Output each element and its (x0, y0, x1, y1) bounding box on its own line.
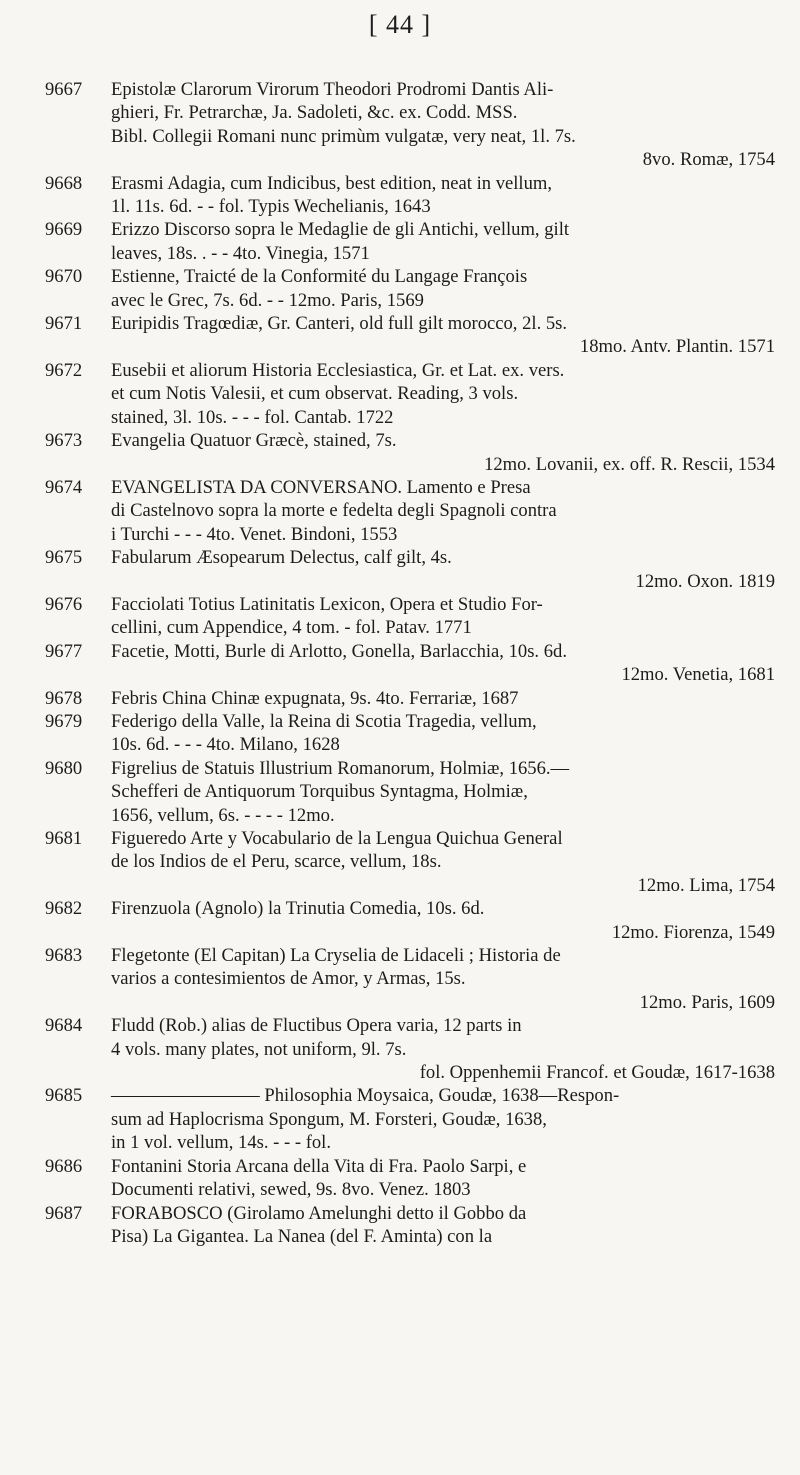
entry-number: 9669 (45, 219, 83, 241)
entry-text-line: Figrelius de Statuis Illustrium Romanorum, Holmiæ, 1656.— (111, 757, 570, 779)
catalogue-entry (45, 1014, 775, 1084)
entry-imprint-line: 10s. 6d. - - - 4to. Milano, 1628 (111, 734, 340, 756)
catalogue-entry (45, 1155, 775, 1202)
entry-text-line: varios a contesimientos de Amor, y Armas, 15s. (111, 968, 466, 990)
catalogue-entry (45, 359, 775, 429)
entry-imprint-line: 18mo. Antv. Plantin. 1571 (579, 336, 775, 358)
entry-imprint-line: 12mo. Fiorenza, 1549 (611, 921, 775, 943)
entry-number: 9672 (45, 359, 83, 381)
entry-imprint-line: leaves, 18s. . - - 4to. Vinegia, 1571 (111, 242, 370, 264)
entry-imprint-line: stained, 3l. 10s. - - - fol. Cantab. 1722 (111, 406, 394, 428)
entry-number: 9668 (45, 172, 83, 194)
entry-text-line: EVANGELISTA DA CONVERSANO. Lamento e Presa (111, 476, 531, 498)
entry-text-line: Federigo della Valle, la Reina di Scotia Tragedia, vellum, (111, 710, 537, 732)
entry-text-line: Fludd (Rob.) alias de Fluctibus Opera varia, 12 parts in (111, 1015, 522, 1037)
catalogue-entry (45, 476, 775, 546)
entry-imprint-line: 1656, vellum, 6s. - - - - 12mo. (111, 804, 335, 826)
entry-text-line: sum ad Haplocrisma Spongum, M. Forsteri, Goudæ, 1638, (111, 1108, 547, 1130)
catalogue-entry (45, 593, 775, 640)
entry-number: 9686 (45, 1155, 83, 1177)
entry-number: 9670 (45, 266, 83, 288)
entry-imprint-line: 12mo. Lovanii, ex. off. R. Rescii, 1534 (484, 453, 775, 475)
entry-text-line: Pisa) La Gigantea. La Nanea (del F. Aminta) con la (111, 1225, 493, 1247)
entry-number: 9675 (45, 547, 83, 569)
entry-number: 9685 (45, 1085, 83, 1107)
entry-text-line: Bibl. Collegii Romani nunc primùm vulgatæ, very neat, 1l. 7s. (111, 125, 576, 147)
page-number: [ 44 ] (368, 10, 432, 39)
entry-text-line: ———————— Philosophia Moysaica, Goudæ, 1638—Respon- (111, 1085, 620, 1107)
catalogue-entry (45, 78, 775, 172)
entry-text-line: Figueredo Arte y Vocabulario de la Lengua Quichua General (111, 828, 563, 849)
entry-text-line: ghieri, Fr. Petrarchæ, Ja. Sadoleti, &c. ex. Codd. MSS. (111, 102, 518, 124)
catalogue-entry (45, 757, 775, 827)
entry-text-line: Estienne, Traicté de la Conformité du Langage François (111, 266, 528, 288)
entry-text-line: Epistolæ Clarorum Virorum Theodori Prodromi Dantis Ali- (111, 79, 554, 100)
entry-text-line: Fabularum Æsopearum Delectus, calf gilt, 4s. (111, 547, 452, 569)
entry-number: 9677 (45, 640, 83, 662)
entry-text-line: 4 vols. many plates, not uniform, 9l. 7s. (111, 1038, 407, 1060)
entry-number: 9676 (45, 593, 83, 615)
entry-imprint-line: i Turchi - - - 4to. Venet. Bindoni, 1553 (111, 523, 398, 545)
entry-number: 9674 (45, 476, 83, 498)
catalogue-entry (45, 897, 775, 944)
entry-text-line: Evangelia Quatuor Græcè, stained, 7s. (111, 430, 397, 452)
entry-imprint-line: 12mo. Venetia, 1681 (621, 664, 775, 686)
entry-imprint-line: Febris China Chinæ expugnata, 9s. 4to. Ferrariæ, 1687 (111, 687, 519, 709)
entry-number: 9681 (45, 828, 83, 849)
catalogue-entry (45, 944, 775, 1014)
catalogue-entry (45, 1202, 775, 1249)
entry-number: 9678 (45, 687, 83, 709)
entry-imprint-line: 12mo. Oxon. 1819 (635, 570, 775, 592)
catalogue-entry (45, 172, 775, 219)
catalogue-entry (45, 429, 775, 476)
catalogue-entry (45, 640, 775, 687)
catalogue-entry (45, 218, 775, 265)
entry-text-line: Firenzuola (Agnolo) la Trinutia Comedia, 10s. 6d. (111, 898, 485, 920)
catalogue-entry (45, 710, 775, 757)
entry-imprint-line: fol. Oppenhemii Francof. et Goudæ, 1617-1638 (419, 1062, 775, 1084)
entry-text-line: Erasmi Adagia, cum Indicibus, best edition, neat in vellum, (111, 172, 552, 194)
entry-number: 9679 (45, 710, 83, 732)
entry-number: 9684 (45, 1015, 83, 1037)
entry-number: 9682 (45, 898, 83, 920)
entry-imprint-line: cellini, cum Appendice, 4 tom. - fol. Patav. 1771 (111, 617, 472, 639)
entry-text-line: Euripidis Tragœdiæ, Gr. Canteri, old full gilt morocco, 2l. 5s. (111, 313, 568, 335)
entry-text-line: Facciolati Totius Latinitatis Lexicon, Opera et Studio For- (111, 593, 543, 615)
entry-text-line: Erizzo Discorso sopra le Medaglie de gli Antichi, vellum, gilt (111, 219, 570, 241)
entry-text-line: di Castelnovo sopra la morte e fedelta degli Spagnoli contra (111, 500, 557, 522)
catalogue-entry (45, 312, 775, 359)
catalogue-list (45, 78, 775, 1248)
entry-text-line: Flegetonte (El Capitan) La Cryselia de Lidaceli ; Historia de (111, 945, 561, 967)
entry-text-line: Eusebii et aliorum Historia Ecclesiastica, Gr. et Lat. ex. vers. (111, 359, 565, 381)
entry-imprint-line: 12mo. Lima, 1754 (637, 874, 775, 896)
catalogue-entry (45, 687, 775, 710)
entry-number: 9680 (45, 757, 83, 779)
entry-number: 9671 (45, 313, 83, 335)
catalogue-entry (45, 265, 775, 312)
entry-text-line: Fontanini Storia Arcana della Vita di Fra. Paolo Sarpi, e (111, 1155, 527, 1177)
catalogue-entry (45, 827, 775, 897)
catalogue-entry (45, 1084, 775, 1154)
entry-number: 9683 (45, 945, 83, 967)
entry-number: 9667 (45, 79, 83, 100)
entry-imprint-line: avec le Grec, 7s. 6d. - - 12mo. Paris, 1569 (111, 289, 424, 311)
entry-text-line: de los Indios de el Peru, scarce, vellum, 18s. (111, 851, 442, 873)
entry-imprint-line: in 1 vol. vellum, 14s. - - - fol. (111, 1132, 332, 1154)
entry-text-line: et cum Notis Valesii, et cum observat. Reading, 3 vols. (111, 383, 519, 405)
entry-number: 9673 (45, 430, 83, 452)
entry-imprint-line: 12mo. Paris, 1609 (639, 991, 775, 1013)
entry-imprint-line: 1l. 11s. 6d. - - fol. Typis Wechelianis, 1643 (111, 196, 431, 218)
entry-imprint-line: 8vo. Romæ, 1754 (642, 149, 775, 171)
entry-number: 9687 (45, 1202, 83, 1224)
entry-text-line: Facetie, Motti, Burle di Arlotto, Gonella, Barlacchia, 10s. 6d. (111, 640, 567, 662)
entry-imprint-line: Documenti relativi, sewed, 9s. 8vo. Venez. 1803 (111, 1179, 471, 1201)
entry-text-line: Schefferi de Antiquorum Torquibus Syntagma, Holmiæ, (111, 781, 528, 803)
entry-text-line: FORABOSCO (Girolamo Amelunghi detto il Gobbo da (111, 1202, 527, 1224)
catalogue-entry (45, 546, 775, 593)
